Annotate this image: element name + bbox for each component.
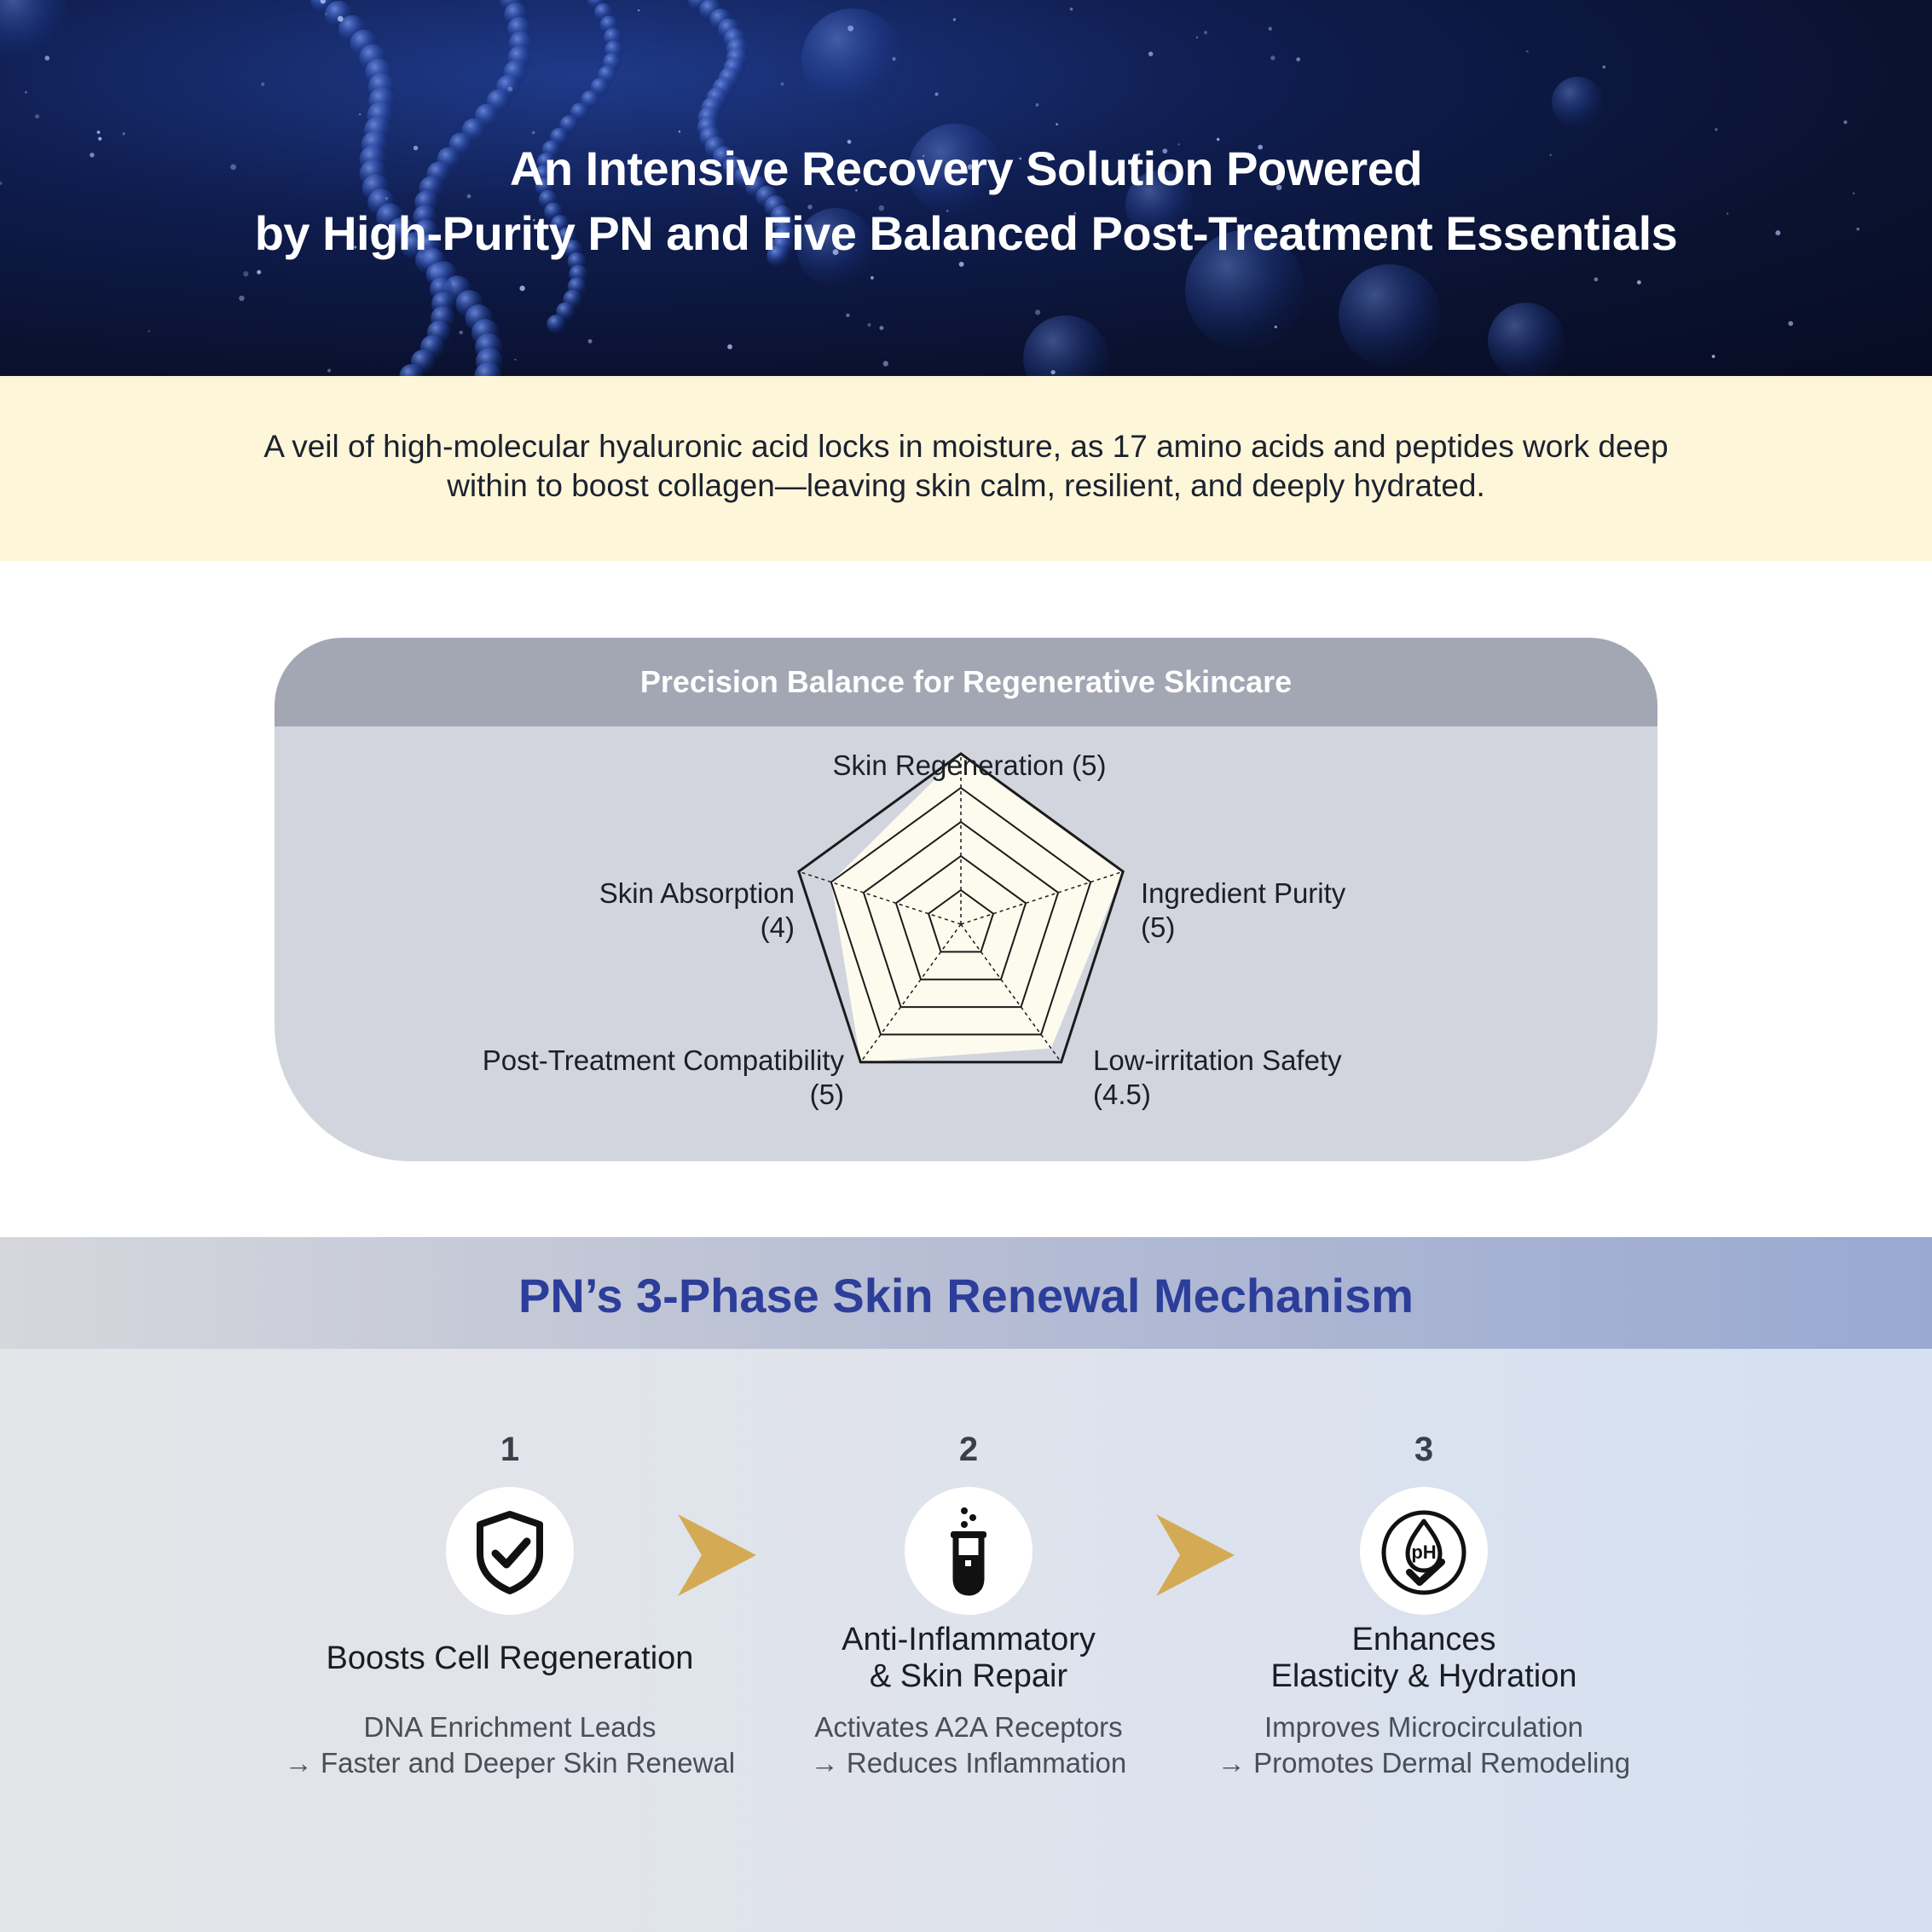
sparkle xyxy=(1036,103,1039,107)
test-tube-icon xyxy=(905,1487,1033,1615)
sparkle xyxy=(883,361,888,366)
sparkle xyxy=(1712,355,1715,358)
hero-title xyxy=(0,136,1932,266)
sparkle xyxy=(359,113,361,115)
sparkle xyxy=(1196,37,1198,38)
sparkle xyxy=(1269,27,1272,31)
step-title-line: Anti-Inflammatory xyxy=(842,1622,1096,1657)
step-title-line: Enhances xyxy=(1351,1622,1496,1657)
hero-title-line2: by High-Purity PN and Five Balanced Post-Treatment Essentials xyxy=(254,206,1678,260)
radar-label-post-treatment-compatibility xyxy=(402,1044,844,1112)
bubble xyxy=(0,0,68,60)
radar-label-low-irritation-safety xyxy=(1093,1044,1417,1112)
sparkle xyxy=(679,130,680,132)
radar-axis-label: Skin Absorption xyxy=(599,877,795,909)
sparkle xyxy=(519,286,524,291)
radar-value-label: (5) xyxy=(1141,911,1176,943)
sparkle xyxy=(1204,31,1207,34)
radar-axis-label: Skin Regeneration xyxy=(832,749,1064,781)
radar-axis-label: Low-irritation Safety xyxy=(1093,1044,1342,1076)
sparkle xyxy=(460,331,463,334)
step-title xyxy=(730,1622,1207,1695)
step-number: 1 xyxy=(500,1431,520,1468)
sparkle xyxy=(239,296,244,301)
sparkle xyxy=(123,132,125,135)
radar-axis-label: Post-Treatment Compatibility xyxy=(482,1044,844,1076)
step-title xyxy=(1185,1622,1663,1695)
sparkle xyxy=(1788,321,1793,327)
radar-axis-label: Ingredient Purity xyxy=(1141,877,1346,909)
sparkle xyxy=(243,271,248,276)
radar-label-ingredient-purity xyxy=(1141,876,1431,945)
step-description xyxy=(730,1709,1207,1781)
sparkle xyxy=(847,26,853,32)
sparkle xyxy=(935,93,939,96)
sparkle xyxy=(1843,120,1847,124)
radar-value-label: (5) xyxy=(1072,749,1107,781)
molecule-bead xyxy=(547,315,565,333)
sparkle xyxy=(588,339,593,344)
ph-icon-text: pH xyxy=(1411,1542,1437,1563)
step-description xyxy=(1185,1709,1663,1781)
bubble xyxy=(801,9,904,111)
radar-value-label: (4.5) xyxy=(1093,1079,1151,1110)
step-desc-line2: → Faster and Deeper Skin Renewal xyxy=(284,1747,736,1779)
sparkle xyxy=(35,114,39,119)
mechanism-title: PN’s 3-Phase Skin Renewal Mechanism xyxy=(518,1269,1414,1322)
intro-line1: A veil of high-molecular hyaluronic acid locks in moisture, as 17 amino acids and peptides work deep xyxy=(263,429,1669,464)
step-number: 2 xyxy=(958,1431,979,1468)
sparkle xyxy=(846,314,849,317)
sparkle xyxy=(1715,128,1717,130)
radar-card xyxy=(275,638,1657,1161)
radar-card-title: Precision Balance for Regenerative Skincare xyxy=(639,664,1293,699)
bubble xyxy=(1488,303,1565,376)
bubble xyxy=(1339,264,1441,367)
bubble xyxy=(1552,77,1603,128)
radar-label-skin-regeneration xyxy=(816,749,1123,783)
sparkle xyxy=(871,276,874,280)
sparkle xyxy=(1056,123,1058,125)
sparkle xyxy=(727,344,732,350)
hero-title-line1: An Intensive Recovery Solution Powered xyxy=(509,142,1423,195)
intro-text xyxy=(205,427,1727,506)
radar-card-header xyxy=(275,638,1657,726)
sparkle xyxy=(257,270,261,275)
sparkle xyxy=(1070,8,1073,11)
radar-value-label: (4) xyxy=(760,911,795,943)
step-title-line: Elasticity & Hydration xyxy=(1270,1658,1577,1694)
sparkle xyxy=(638,9,639,11)
sparkle xyxy=(892,57,895,61)
bubble xyxy=(1023,315,1108,376)
sparkle xyxy=(1594,277,1599,281)
step-title-line: & Skin Repair xyxy=(869,1658,1068,1694)
intro-line2: within to boost collagen—leaving skin calm, resilient, and deeply hydrated. xyxy=(447,468,1485,503)
sparkle xyxy=(148,330,150,332)
radar-value-label: (5) xyxy=(809,1079,844,1110)
sparkle xyxy=(867,323,871,327)
sparkle xyxy=(261,83,264,86)
sparkle xyxy=(327,369,331,373)
step-desc-line1: DNA Enrichment Leads xyxy=(363,1711,657,1743)
step-desc-line1: Activates A2A Receptors xyxy=(814,1711,1123,1743)
ph-drop-check-icon xyxy=(1360,1487,1488,1615)
sparkle xyxy=(1637,281,1641,285)
sparkle xyxy=(879,326,883,330)
radar-label-skin-absorption xyxy=(505,876,795,945)
sparkle xyxy=(508,87,513,92)
step-icon-circle xyxy=(446,1487,574,1615)
sparkle xyxy=(1275,326,1277,328)
step-icon-circle xyxy=(905,1487,1033,1615)
sparkle xyxy=(1051,370,1056,374)
step-description xyxy=(271,1709,749,1781)
step-arrow-2-icon xyxy=(1156,1514,1235,1596)
sparkle xyxy=(25,91,27,94)
step-desc-line2: → Promotes Dermal Remodeling xyxy=(1217,1747,1631,1779)
sparkle xyxy=(781,82,784,85)
step-desc-line2: → Reduces Inflammation xyxy=(810,1747,1127,1779)
sparkle xyxy=(1602,66,1605,69)
shield-check-icon xyxy=(446,1487,574,1615)
mechanism-header xyxy=(0,1237,1932,1349)
sparkle xyxy=(1296,57,1300,61)
intro-band xyxy=(0,376,1932,561)
sparkle xyxy=(1035,309,1040,315)
hero-banner xyxy=(0,0,1932,376)
step-number: 3 xyxy=(1414,1431,1434,1468)
mechanism-steps xyxy=(0,1349,1932,1932)
step-title xyxy=(271,1640,749,1677)
sparkle xyxy=(1270,55,1275,60)
sparkle xyxy=(1148,52,1153,56)
step-icon-circle xyxy=(1360,1487,1488,1615)
sparkle xyxy=(325,13,327,14)
step-title-line: Boosts Cell Regeneration xyxy=(326,1640,694,1676)
sparkle xyxy=(45,55,50,61)
sparkle xyxy=(1526,50,1529,53)
sparkle xyxy=(338,16,344,22)
step-desc-line1: Improves Microcirculation xyxy=(1264,1711,1584,1743)
sparkle xyxy=(953,18,956,20)
step-arrow-1-icon xyxy=(678,1514,756,1596)
sparkle xyxy=(532,131,535,135)
sparkle xyxy=(97,130,101,134)
sparkle xyxy=(514,359,516,361)
